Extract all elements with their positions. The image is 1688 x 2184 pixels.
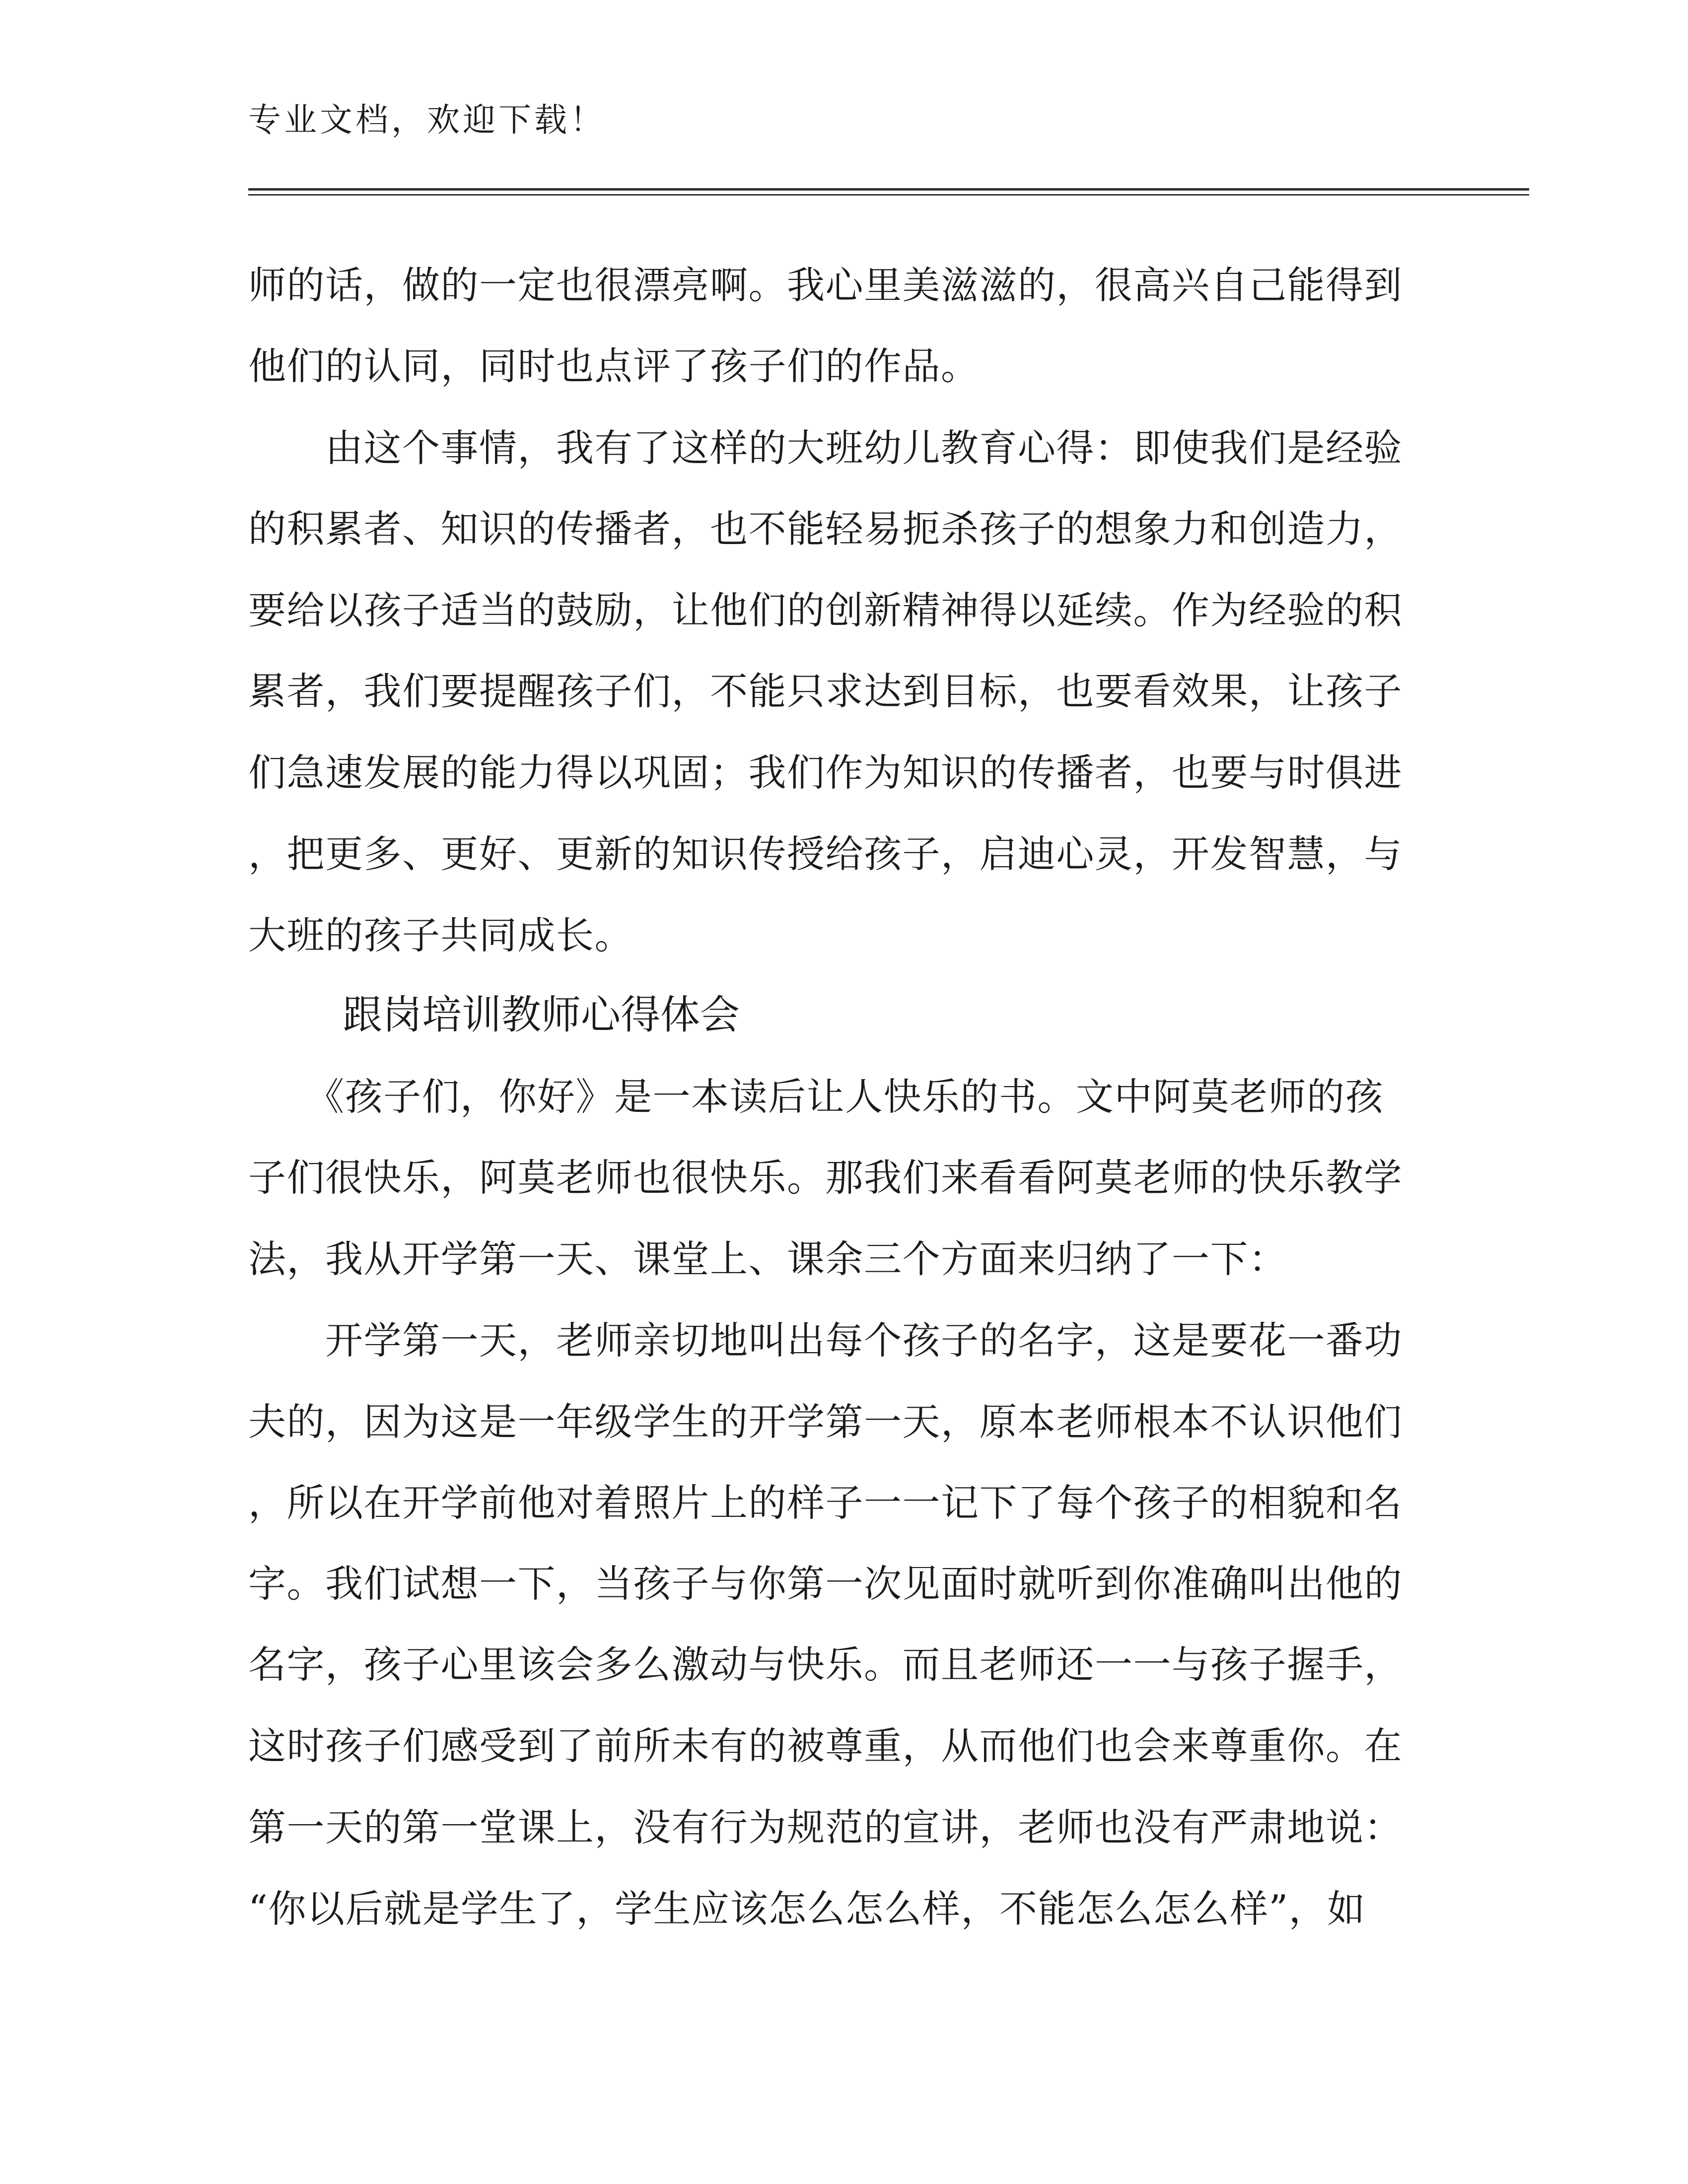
header-rule-thin xyxy=(248,194,1529,196)
text-line: 第一天的第一堂课上，没有行为规范的宣讲，老师也没有严肃地说： xyxy=(248,1805,1403,1849)
text-line: 子们很快乐，阿莫老师也很快乐。那我们来看看阿莫老师的快乐教学 xyxy=(248,1156,1403,1200)
text-line: 要给以孩子适当的鼓励，让他们的创新精神得以延续。作为经验的积 xyxy=(248,588,1403,632)
text-line: 师的话，做的一定也很漂亮啊。我心里美滋滋的，很高兴自己能得到 xyxy=(248,263,1403,307)
text-line: 累者，我们要提醒孩子们，不能只求达到目标，也要看效果，让孩子 xyxy=(248,669,1403,713)
text-line: 《孩子们，你好》是一本读后让人快乐的书。文中阿莫老师的孩 xyxy=(248,1075,1384,1119)
text-line: ，把更多、更好、更新的知识传授给孩子，启迪心灵，开发智慧，与 xyxy=(248,832,1403,876)
header-rule-thick xyxy=(248,188,1529,191)
text-line: 由这个事情，我有了这样的大班幼儿教育心得：即使我们是经验 xyxy=(248,426,1403,470)
text-line: 开学第一天，老师亲切地叫出每个孩子的名字，这是要花一番功 xyxy=(248,1318,1403,1363)
header-text: 专业文档，欢迎下载！ xyxy=(248,101,606,139)
text-line: 们急速发展的能力得以巩固；我们作为知识的传播者，也要与时俱进 xyxy=(248,751,1403,795)
text-line: 这时孩子们感受到了前所未有的被尊重，从而他们也会来尊重你。在 xyxy=(248,1724,1403,1768)
text-line: 字。我们试想一下，当孩子与你第一次见面时就听到你准确叫出他的 xyxy=(248,1562,1403,1606)
text-line: “你以后就是学生了，学生应该怎么怎么样，不能怎么怎么样”，如 xyxy=(248,1887,1366,1931)
section-heading: 跟岗培训教师心得体会 xyxy=(343,992,740,1038)
text-line: 名字，孩子心里该会多么激动与快乐。而且老师还一一与孩子握手， xyxy=(248,1642,1403,1687)
text-line: 他们的认同，同时也点评了孩子们的作品。 xyxy=(248,344,980,388)
text-line: ，所以在开学前他对着照片上的样子一一记下了每个孩子的相貌和名 xyxy=(248,1481,1403,1525)
text-line: 夫的，因为这是一年级学生的开学第一天，原本老师根本不认识他们 xyxy=(248,1400,1403,1444)
text-line: 大班的孩子共同成长。 xyxy=(248,913,633,957)
text-line: 法，我从开学第一天、课堂上、课余三个方面来归纳了一下： xyxy=(248,1237,1287,1281)
text-line: 的积累者、知识的传播者，也不能轻易扼杀孩子的想象力和创造力， xyxy=(248,507,1403,551)
